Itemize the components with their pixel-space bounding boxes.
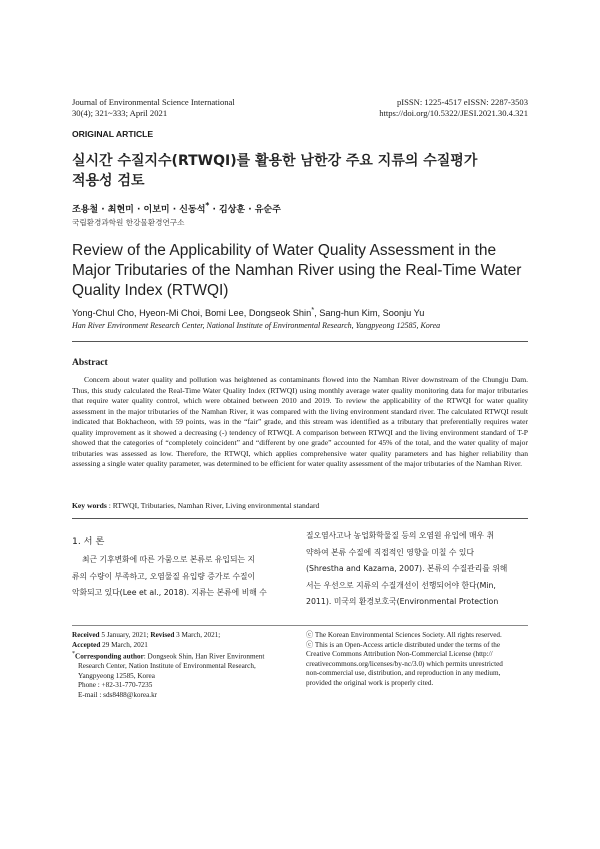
footer-divider — [72, 625, 528, 626]
korean-affiliation: 국립환경과학원 한강물환경연구소 — [72, 218, 185, 227]
corresponding-line — [72, 650, 298, 662]
corr-line2: Research Center, Nation Institute of Environmental Research, — [78, 662, 256, 671]
english-authors-main: Yong-Chul Cho, Hyeon-Mi Choi, Bomi Lee, Dongseok Shin — [72, 308, 312, 319]
body-left-line: 최근 기후변화에 따른 가뭄으로 본류로 유입되는 지 — [82, 555, 256, 564]
body-left-line: 악화되고 있다(Lee et al., 2018). 지류는 본류에 비해 수 — [72, 588, 267, 597]
email[interactable]: E-mail : sds8488@korea.kr — [78, 690, 158, 699]
accepted-label: Accepted — [72, 640, 101, 649]
corr-star: * — [72, 651, 75, 658]
corr-line3: Yangpyeong 12585, Korea — [78, 671, 155, 680]
journal-volume: 30(4); 321~333; April 2021 — [72, 108, 168, 118]
license-line: non-commercial use, distribution, and reproduction in any medium, — [306, 669, 501, 678]
corr-label: Corresponding author — [75, 652, 144, 661]
received-date: 5 January, 2021; — [99, 631, 151, 639]
footer-left — [72, 631, 298, 701]
body-right-line: 질오염사고나 농업화학물질 등의 오염원 유입에 매우 취 — [306, 531, 495, 540]
body-right-column — [306, 528, 528, 611]
received-label: Received — [72, 631, 100, 639]
doi-link[interactable]: https://doi.org/10.5322/JESI.2021.30.4.321 — [379, 108, 528, 118]
korean-title-line2: 적용성 검토 — [72, 173, 145, 189]
body-left-column — [72, 552, 294, 602]
body-right-line: (Shrestha and Kazama, 2007). 본류의 수질관리를 위해 — [306, 564, 508, 573]
license-url[interactable]: creativecommons.org/licenses/by-nc/3.0) which permits unrestricted — [306, 659, 503, 668]
korean-authors-main: 조용철 · 최현미 · 이보미 · 신동석 — [72, 205, 206, 215]
english-authors — [72, 305, 424, 318]
license-line: provided the original work is properly cited. — [306, 678, 434, 687]
corr-text: : Dongseok Shin, Han River Environment — [143, 652, 265, 661]
received-line — [72, 631, 298, 641]
license-line: Creative Commons Attribution Non-Commercial License (http:// — [306, 650, 493, 659]
english-title-line2: Major Tributaries of the Namhan River using the Real-Time Water — [72, 262, 522, 279]
license-line: ⓒ This is an Open-Access article distributed under the terms of the — [306, 640, 501, 649]
korean-title-line1: 실시간 수질지수(RTWQI)를 활용한 남한강 주요 지류의 수질평가 — [72, 153, 478, 169]
accepted-line — [72, 641, 298, 651]
copyright-line: ⓒ The Korean Environmental Sciences Society. All rights reserved. — [306, 631, 502, 639]
body-left-line: 류의 수량이 부족하고, 오염물질 유입량 증가로 수질이 — [72, 571, 256, 581]
body-right-line: 서는 우선으로 지류의 수질개선이 선행되어야 한다(Min, — [306, 580, 496, 590]
revised-date: 3 March, 2021; — [174, 631, 221, 639]
keywords-text: : RTWQI, Tributaries, Namhan River, Living environmental standard — [106, 501, 320, 510]
phone: Phone : +82-31-770-7235 — [78, 681, 153, 690]
corresponding-mark: * — [205, 201, 210, 210]
abstract-heading: Abstract — [72, 357, 108, 368]
section-heading: 1. 서 론 — [72, 536, 105, 547]
corresponding-mark-en: * — [311, 305, 315, 314]
divider-abstract — [72, 518, 528, 519]
journal-name: Journal of Environmental Science International — [72, 97, 235, 107]
english-affiliation: Han River Environment Research Center, National Institute of Environmental Research, Yangpyeong 12585, Korea — [72, 321, 441, 330]
issn: pISSN: 1225-4517 eISSN: 2287-3503 — [396, 97, 528, 107]
korean-authors-rest: · 김상훈 · 유순주 — [209, 205, 281, 215]
divider-top — [72, 341, 528, 342]
revised-label: Revised — [150, 631, 175, 639]
body-right-line: 약하여 본류 수질에 직접적인 영향을 미칠 수 있다 — [306, 547, 474, 557]
article-type: ORIGINAL ARTICLE — [72, 129, 154, 139]
abstract-text: Concern about water quality and pollution was heightened as contaminants flowed into the Namhan River downstream of the Chungju Dam. Thus, this study calculated the Real-Time Water Quality Index (RTWQI) using monthly average water quality monitoring data for major tributaries that require water quality control, which were obtained between 2010 and 2019. To review the applicability of the RTWQI for water quality assessment in the major tributaries of the Namhan River, it was compared with the living environment standard river. The calculated RTWQI result indicated that Bokhacheon, with 59 points, was in the “fair” grade, and this stream was identified as a tributary that preferentially requires water quality improvement as it showed a decreasing (-) tendency of RTWQI. A comparison between RTWQI and the living environment standard of T-P showed that the categories of “completely coincident” and “different by one grade” accounted for 45% of the total, and the water quality of major tributaries was assessed as low. Therefore, the RTWQI, which applies comprehensive water quality parameters and has higher reliability than assessing a single water quality parameter, was determined to be efficient for water quality assessment of the major tributaries of the Namhan River. — [72, 375, 528, 468]
keywords — [72, 501, 319, 510]
keywords-label: Key words — [72, 501, 107, 510]
english-authors-rest: , Sang-hun Kim, Soonju Yu — [314, 308, 425, 319]
accepted-date: 29 March, 2021 — [100, 640, 148, 649]
korean-authors — [72, 201, 281, 215]
english-title-line3: Quality Index (RTWQI) — [72, 282, 229, 299]
english-title-line1: Review of the Applicability of Water Quality Assessment in the — [72, 242, 497, 259]
footer-right — [306, 631, 528, 689]
body-right-line: 2011). 미국의 환경보호국(Environmental Protection — [306, 597, 499, 606]
